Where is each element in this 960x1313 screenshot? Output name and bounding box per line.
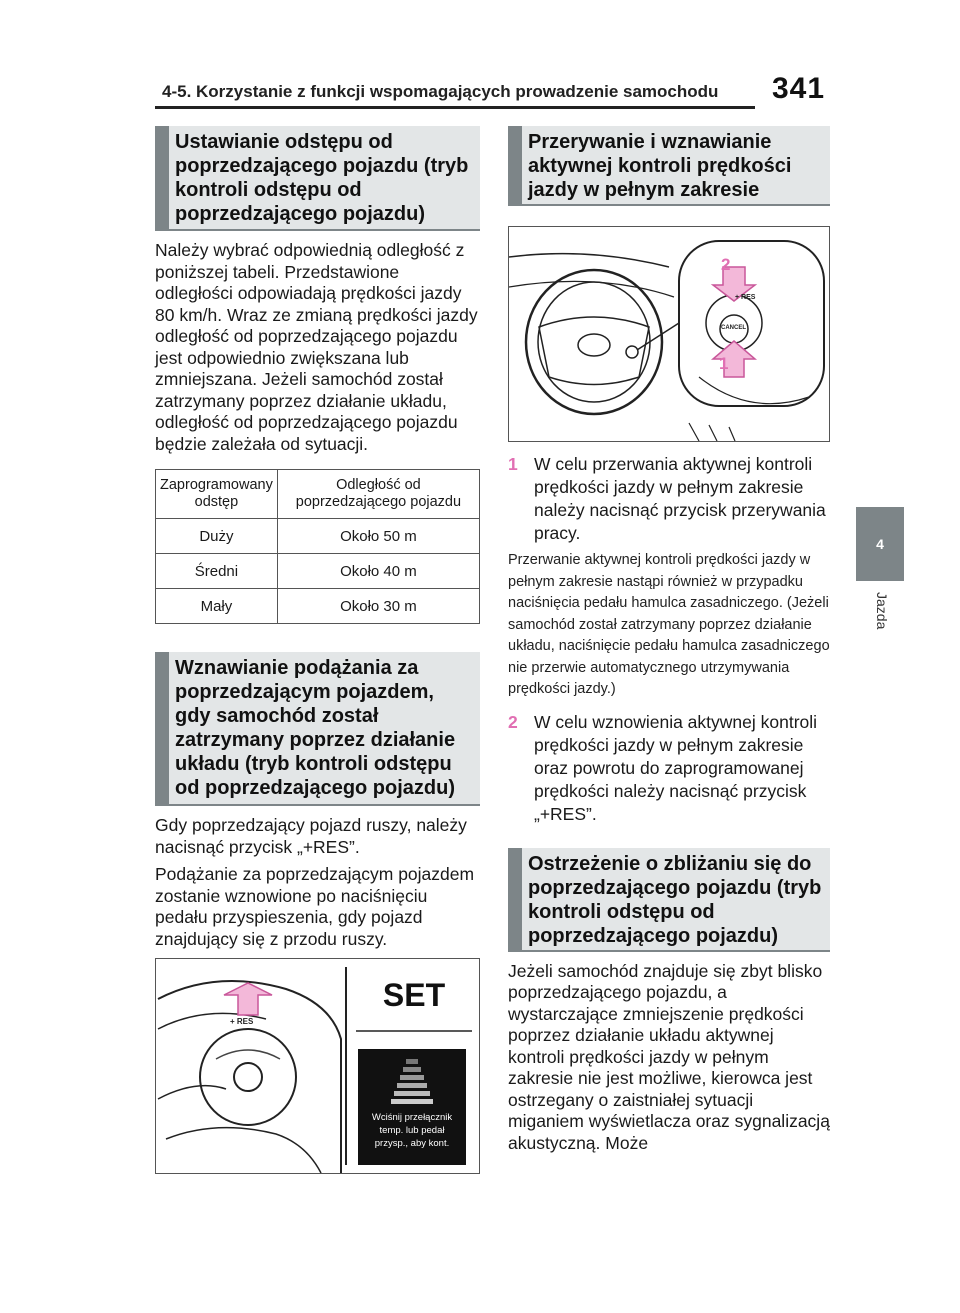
- step-2: [508, 711, 830, 826]
- chapter-number: 4: [876, 536, 884, 552]
- section-heading-distance: Ustawianie odstępu od poprzedzającego pojazdu (tryb kontroli odstępu od poprzedzającego pojazdu): [155, 126, 480, 231]
- step-number: 1: [508, 454, 518, 474]
- step-text: W celu wznowienia aktywnej kontroli prędkości jazdy w pełnym zakresie oraz powrotu do zaprogramowanej prędkości należy nacisnąć przycisk „+RES”.: [534, 711, 818, 824]
- table-row: [156, 554, 480, 589]
- chapter-label: Jazda: [874, 592, 890, 630]
- step-number: 2: [508, 711, 518, 732]
- callout-1: 1: [719, 354, 729, 373]
- page-number: 341: [772, 72, 826, 105]
- table-cell: Mały: [156, 589, 278, 624]
- warning-paragraph: Jeżeli samochód znajduje się zbyt blisko poprzedzającego pojazdu, a wystarczające zmniejszenie prędkości poprzez działanie układu aktywnej kontroli prędkości jazdy w pełnym zakresie nie jest możliwe, kierowca jest ostrzegany o zaistniałej sytuacji miganiem wyświetlacza oraz sygnalizacją akustyczną. Może: [508, 960, 830, 1153]
- header-rule: [155, 106, 755, 109]
- table-cell: Około 30 m: [277, 589, 479, 624]
- figure-res-switch-display: [155, 958, 480, 1174]
- table-cell: Około 40 m: [277, 554, 479, 589]
- resume-paragraph-1: Gdy poprzedzający pojazd ruszy, należy nacisnąć przycisk „+RES”.: [155, 815, 467, 857]
- left-column: [155, 126, 480, 1174]
- table-cell: Średni: [156, 554, 278, 589]
- distance-table: [155, 469, 480, 624]
- step-1-note: Przerwanie aktywnej kontroli prędkości jazdy w pełnym zakresie nastąpi również w przypadku naciśnięcia pedału hamulca zasadniczego. (Jeżeli samochód został zatrzymany poprzez działanie układu, naciśnięcie pedału hamulca zasadniczego nie przerwie automatycznego utrzymywania prędkości jazdy.): [508, 552, 830, 697]
- chapter-tab: [856, 507, 904, 581]
- right-column: [508, 126, 830, 1154]
- table-header-cell: Zaprogramowany odstęp: [156, 470, 278, 519]
- table-header-cell: Odległość od poprzedzającego pojazdu: [277, 470, 479, 519]
- page-header-title: 4-5. Korzystanie z funkcji wspomagających prowadzenie samochodu: [162, 82, 719, 101]
- figure-cancel-res-switch: [508, 226, 830, 442]
- table-cell: Duży: [156, 519, 278, 554]
- table-row: [156, 589, 480, 624]
- distance-paragraph: Należy wybrać odpowiednią odległość z poniższej tabeli. Przedstawione odległości odpowiadają prędkości jazdy 80 km/h. Wraz ze zmianą prędkości jazdy odległość od poprzedzającego pojazdu jest odpowiednio zwiększana lub zmniejszana. Jeżeli samochód został zatrzymany poprzez działanie układu, odległość od poprzedzającego pojazdu będzie zależała od sytuacji.: [155, 240, 478, 454]
- resume-paragraph-2: Podążanie za poprzedzającym pojazdem zostanie wznowione po naciśnięciu pedału przyspieszenia, gdy pojazd znajdujący się z przodu ruszy.: [155, 864, 475, 949]
- res-label: + RES: [230, 1017, 254, 1026]
- res-label: + RES: [735, 294, 756, 301]
- section-heading-resume-follow: Wznawianie podążania za poprzedzającym pojazdem, gdy samochód został zatrzymany poprzez działanie układu (tryb kontroli odstępu od poprzedzającego pojazdu): [155, 652, 480, 806]
- section-heading-approach-warning: Ostrzeżenie o zbliżaniu się do poprzedzającego pojazdu (tryb kontroli odstępu od poprzedzającego pojazdu): [508, 848, 830, 952]
- display-message: Wciśnij przełącznik temp. lub pedał przysp., aby kont.: [371, 1112, 453, 1149]
- steering-wheel-illustration: [509, 227, 829, 441]
- step-text: W celu przerwania aktywnej kontroli prędkości jazdy w pełnym zakresie należy nacisnąć przycisk przerywania pracy.: [534, 454, 826, 543]
- step-1: [508, 453, 830, 545]
- table-header-row: [156, 470, 480, 519]
- table-row: [156, 519, 480, 554]
- display-set-text: SET: [382, 977, 446, 1013]
- press-arrow-icon: [224, 983, 272, 1015]
- table-cell: Około 50 m: [277, 519, 479, 554]
- cancel-label: CANCEL: [721, 325, 746, 331]
- callout-2: 2: [721, 255, 731, 274]
- section-heading-cancel-resume: Przerywanie i wznawianie aktywnej kontroli prędkości jazdy w pełnym zakresie: [508, 126, 830, 206]
